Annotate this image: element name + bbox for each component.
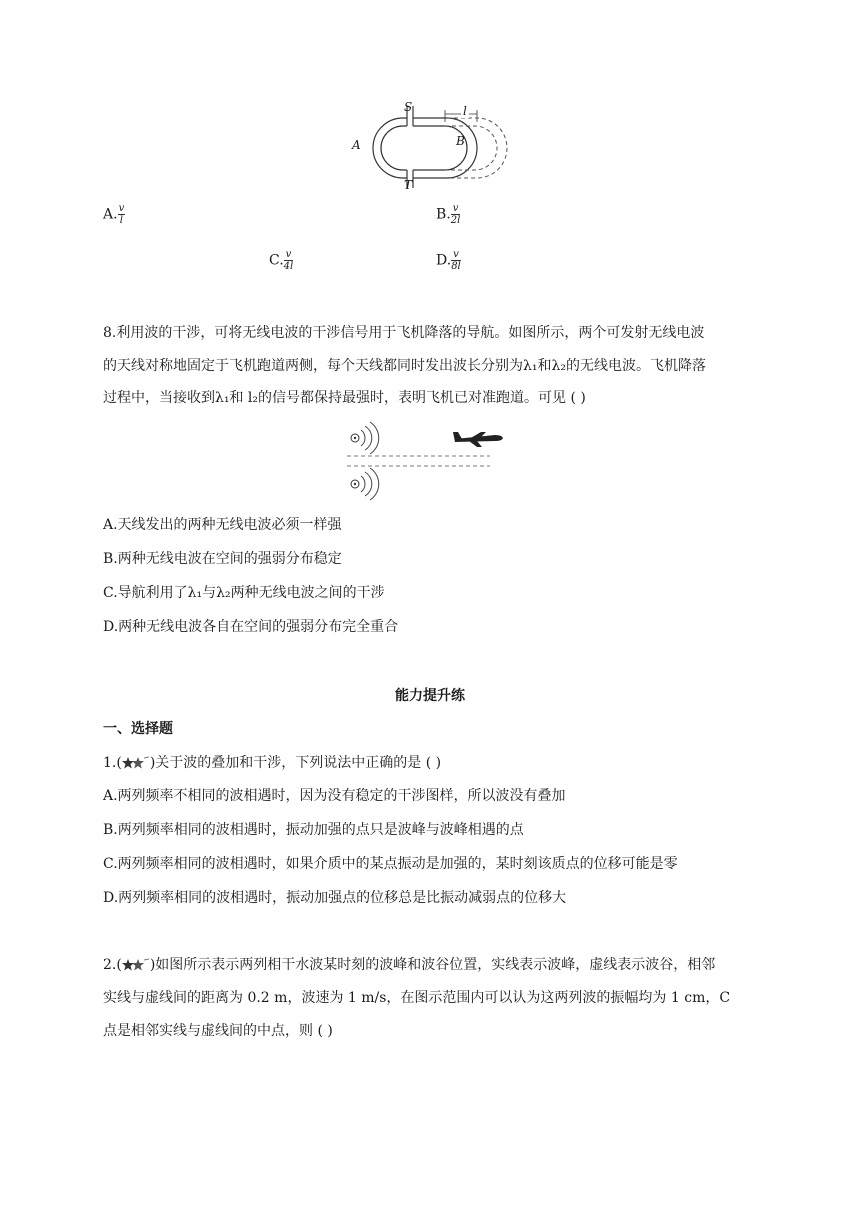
label-s: S (404, 100, 413, 114)
p1-option-b: B.两列频率相同的波相遇时，振动加强的点只是波峰与波峰相遇的点 (103, 822, 524, 838)
p1-option-c: C.两列频率相同的波相遇时，如果介质中的某点振动是加强的，某时刻该质点的位移可能是零 (103, 856, 678, 872)
q7-option-c: C. $\frac{v}{4l}$ (269, 249, 294, 272)
p2-stem-line3: 点是相邻实线与虚线间的中点，则 ( ) (103, 1023, 333, 1039)
p1-option-a: A.两列频率不相同的波相遇时，因为没有稳定的干涉图样，所以波没有叠加 (103, 788, 566, 804)
label-l: l (463, 104, 467, 118)
p2-stem-line2: 实线与虚线间的距离为 0.2 m，波速为 1 m/s，在图示范围内可以认为这两列波的振幅均为 1 cm，C (103, 990, 731, 1006)
q8-stem-line2: 的天线对称地固定于飞机跑道两侧，每个天线都同时发出波长分别为λ₁和λ₂的无线电波。飞机降落 (103, 358, 706, 374)
p2-stem-line1: 2.( )如图所示表示两列相干水波某时刻的波峰和波谷位置，实线表示波峰，虚线表示波谷，相邻 (103, 957, 716, 973)
runway-figure (345, 420, 515, 505)
airplane-icon (453, 432, 503, 447)
subsection-title: 一、选择题 (103, 721, 173, 737)
label-a: A (352, 138, 361, 152)
q8-option-a: A.天线发出的两种无线电波必须一样强 (103, 517, 342, 533)
q7-option-a: A. $\frac{v}{l}$ (103, 203, 125, 226)
q7-option-b: B. $\frac{v}{2l}$ (436, 203, 461, 226)
section-title: 能力提升练 (395, 688, 465, 704)
difficulty-stars-icon (122, 756, 150, 770)
q8-option-c: C.导航利用了λ₁与λ₂两种无线电波之间的干涉 (103, 585, 385, 601)
p1-stem: 1.( )关于波的叠加和干涉，下列说法中正确的是 ( ) (103, 755, 442, 771)
racetrack-figure (345, 98, 515, 193)
difficulty-stars-icon (122, 958, 150, 972)
label-b: B (456, 134, 465, 148)
label-t: T (404, 178, 413, 192)
q8-stem-line1: 8.利用波的干涉，可将无线电波的干涉信号用于飞机降落的导航。如图所示，两个可发射无线电波 (103, 325, 705, 341)
q8-option-b: B.两种无线电波在空间的强弱分布稳定 (103, 551, 342, 567)
q8-stem-line3: 过程中，当接收到λ₁和 l₂的信号都保持最强时，表明飞机已对准跑道。可见 ( ) (103, 390, 586, 406)
q8-option-d: D.两种无线电波各自在空间的强弱分布完全重合 (103, 619, 399, 635)
p1-option-d: D.两列频率相同的波相遇时，振动加强点的位移总是比振动减弱点的位移大 (103, 890, 567, 906)
q7-option-d: D. $\frac{v}{8l}$ (436, 249, 461, 272)
